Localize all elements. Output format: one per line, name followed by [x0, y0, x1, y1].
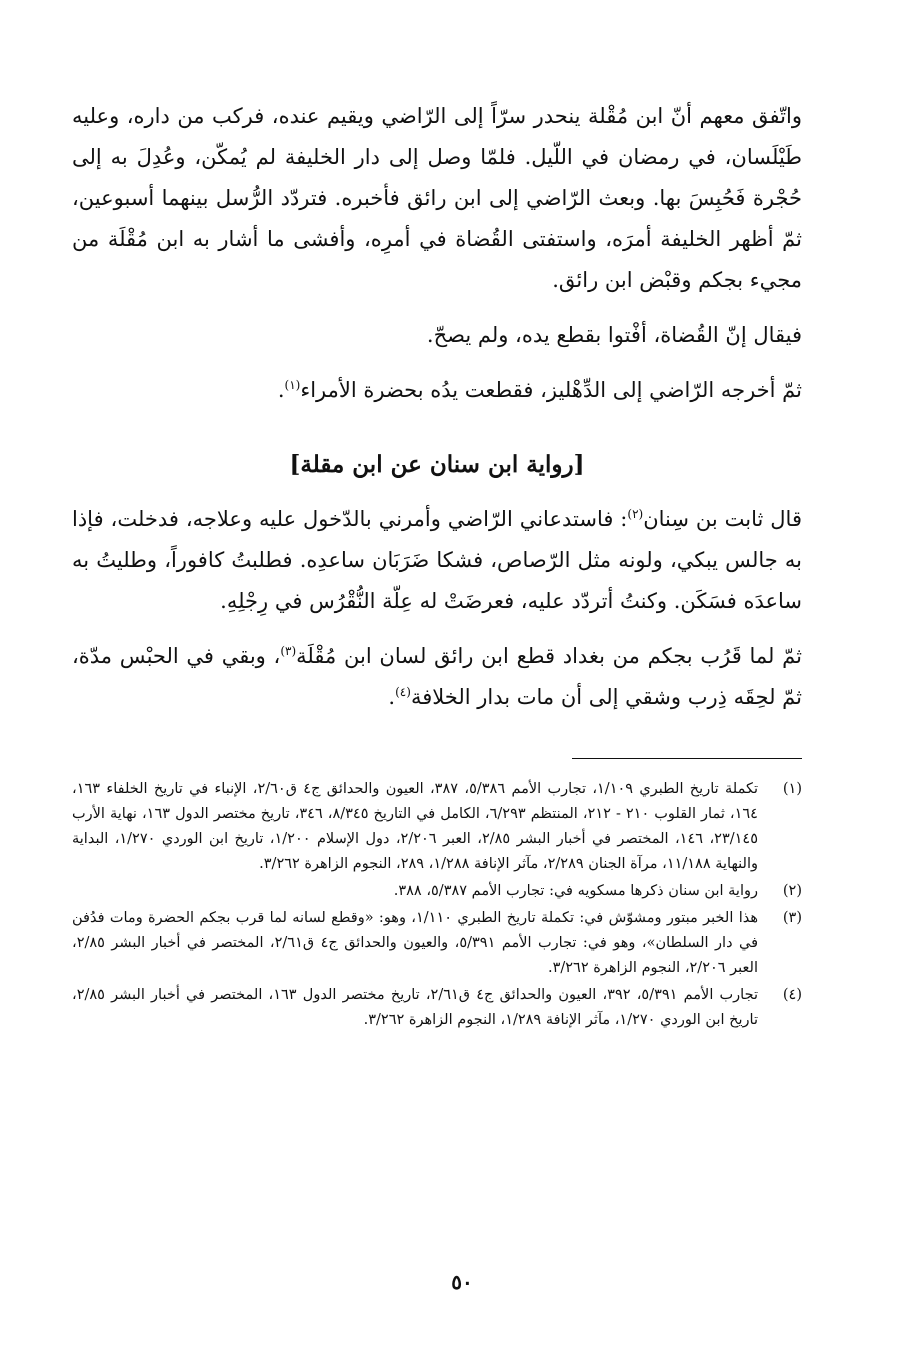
footnote-3	[72, 906, 802, 981]
footnote-ref-2[interactable]: (٢)	[627, 507, 644, 521]
footnote-text: هذا الخبر مبتور ومشوّش في: تكملة تاريخ الطبري ١/١١٠، وهو: «وقطع لسانه لما قرب بجكم الحضرة ومات فدُفن في دار السلطان»، وهو في: تجارب الأمم ٥/٣٩١، والعيون والحدائق ج٤ ق٢/٦١، المختصر في أخبار البشر ٢/٨٥، العبر ٢/٢٠٦، النجوم الزاهرة ٣/٢٦٢.	[72, 910, 759, 976]
footnote-1	[72, 777, 802, 877]
footnote-ref-1[interactable]: (١)	[284, 378, 301, 392]
paragraph-5-end: .	[388, 685, 396, 709]
paragraph-5-middle: ، وبقي في الحبْس مدّة، ثمّ لحِقَه ذِرب وشقي إلى أن مات بدار الخلافة	[72, 644, 802, 709]
paragraph-4	[72, 499, 802, 622]
footnote-4	[72, 983, 802, 1033]
footnote-divider	[572, 758, 802, 759]
footnote-ref-3[interactable]: (٣)	[280, 644, 297, 658]
section-heading: [رواية ابن سنان عن ابن مقلة]	[289, 451, 585, 478]
footnote-text: تكملة تاريخ الطبري ١/١٠٩، تجارب الأمم ٥/٣٨٦، ٣٨٧، العيون والحدائق ج٤ ق٢/٦٠، الإنباء في تاريخ الخلفاء ١٦٣، ١٦٤، ثمار القلوب ٢١٠ - ٢١٢، المنتظم ٦/٢٩٣، الكامل في التاريخ ٨/٣٤٥، ٣٤٦، تاريخ مختصر الدول ١٦٣، نهاية الأرب ٢٣/١٤٥، ١٤٦، المختصر في أخبار البشر ٢/٨٥، العبر ٢/٢٠٦، دول الإسلام ١/٢٠٠، تاريخ ابن الوردي ١/٢٧٠، البداية والنهاية ١١/١٨٨، مرآة الجنان ٢/٢٨٩، مآثر الإنافة ١/٢٨٨، ٢٨٩، النجوم الزاهرة ٣/٢٦٢.	[72, 781, 758, 872]
paragraph-1: واتّفق معهم أنّ ابن مُقْلة ينحدر سرّاً إلى الرّاضي ويقيم عنده، فركب من داره، وعليه طَيْلَسان، في رمضان في اللّيل. فلمّا وصل إلى دار الخليفة لم يُمكّن، وعُدِلَ به إلى حُجْرة فَحُبِسَ بها. وبعث الرّاضي إلى ابن رائق فأخبره. فتردّد الرُّسل بينهما أسبوعين، ثمّ أظهر الخليفة أمرَه، واستفتى القُضاة في أمرِه، وأفشى ما أشار به ابن مُقْلَة من مجيء بجكم وقبْض ابن رائق.	[72, 104, 802, 292]
paragraph-3	[72, 370, 802, 411]
paragraph-2: فيقال إنّ القُضاة، أفْتوا بقطع يده، ولم يصحّ.	[426, 323, 802, 347]
footnote-number: (١)	[782, 781, 802, 797]
footnote-text: تجارب الأمم ٥/٣٩١، ٣٩٢، العيون والحدائق ج٤ ق٢/٦١، تاريخ مختصر الدول ١٦٣، المختصر في أخبار البشر ٢/٨٥، تاريخ ابن الوردي ١/٢٧٠، مآثر الإنافة ١/٢٨٩، النجوم الزاهرة ٣/٢٦٢.	[72, 987, 758, 1028]
page-number: ٥٠	[451, 1270, 473, 1294]
footnote-number: (٤)	[782, 987, 802, 1003]
paragraph-3-text: ثمّ أخرجه الرّاضي إلى الدِّهْليز، فقطعت يدُه بحضرة الأمراء	[300, 378, 802, 402]
footnote-number: (٣)	[782, 910, 802, 926]
footnote-text: رواية ابن سنان ذكرها مسكويه في: تجارب الأمم ٥/٣٨٧، ٣٨٨.	[393, 883, 758, 899]
footnote-ref-4[interactable]: (٤)	[395, 685, 411, 699]
paragraph-5	[72, 636, 802, 718]
paragraph-4-rest: : فاستدعاني الرّاضي وأمرني بالدّخول عليه وعلاجه، فدخلت، فإذا به جالس يبكي، ولونه مثل الرّصاص، فشكا ضَرَبَان ساعدِه. فطلبتُ كافوراً، وطليتُ به ساعدَه فسَكَن. وكنتُ أتردّد عليه، فعرضَتْ له عِلّة النُّقْرُس في رِجْلِهِ.	[72, 507, 802, 613]
paragraph-3-end: .	[277, 378, 285, 402]
footnote-2	[72, 879, 802, 904]
footnote-number: (٢)	[782, 883, 802, 899]
paragraph-5-start: ثمّ لما قَرُب بجكم من بغداد قطع ابن رائق لسان ابن مُقْلَة	[296, 644, 802, 668]
footnotes	[72, 777, 802, 1033]
paragraph-4-start: قال ثابت بن سِنان	[643, 507, 802, 531]
